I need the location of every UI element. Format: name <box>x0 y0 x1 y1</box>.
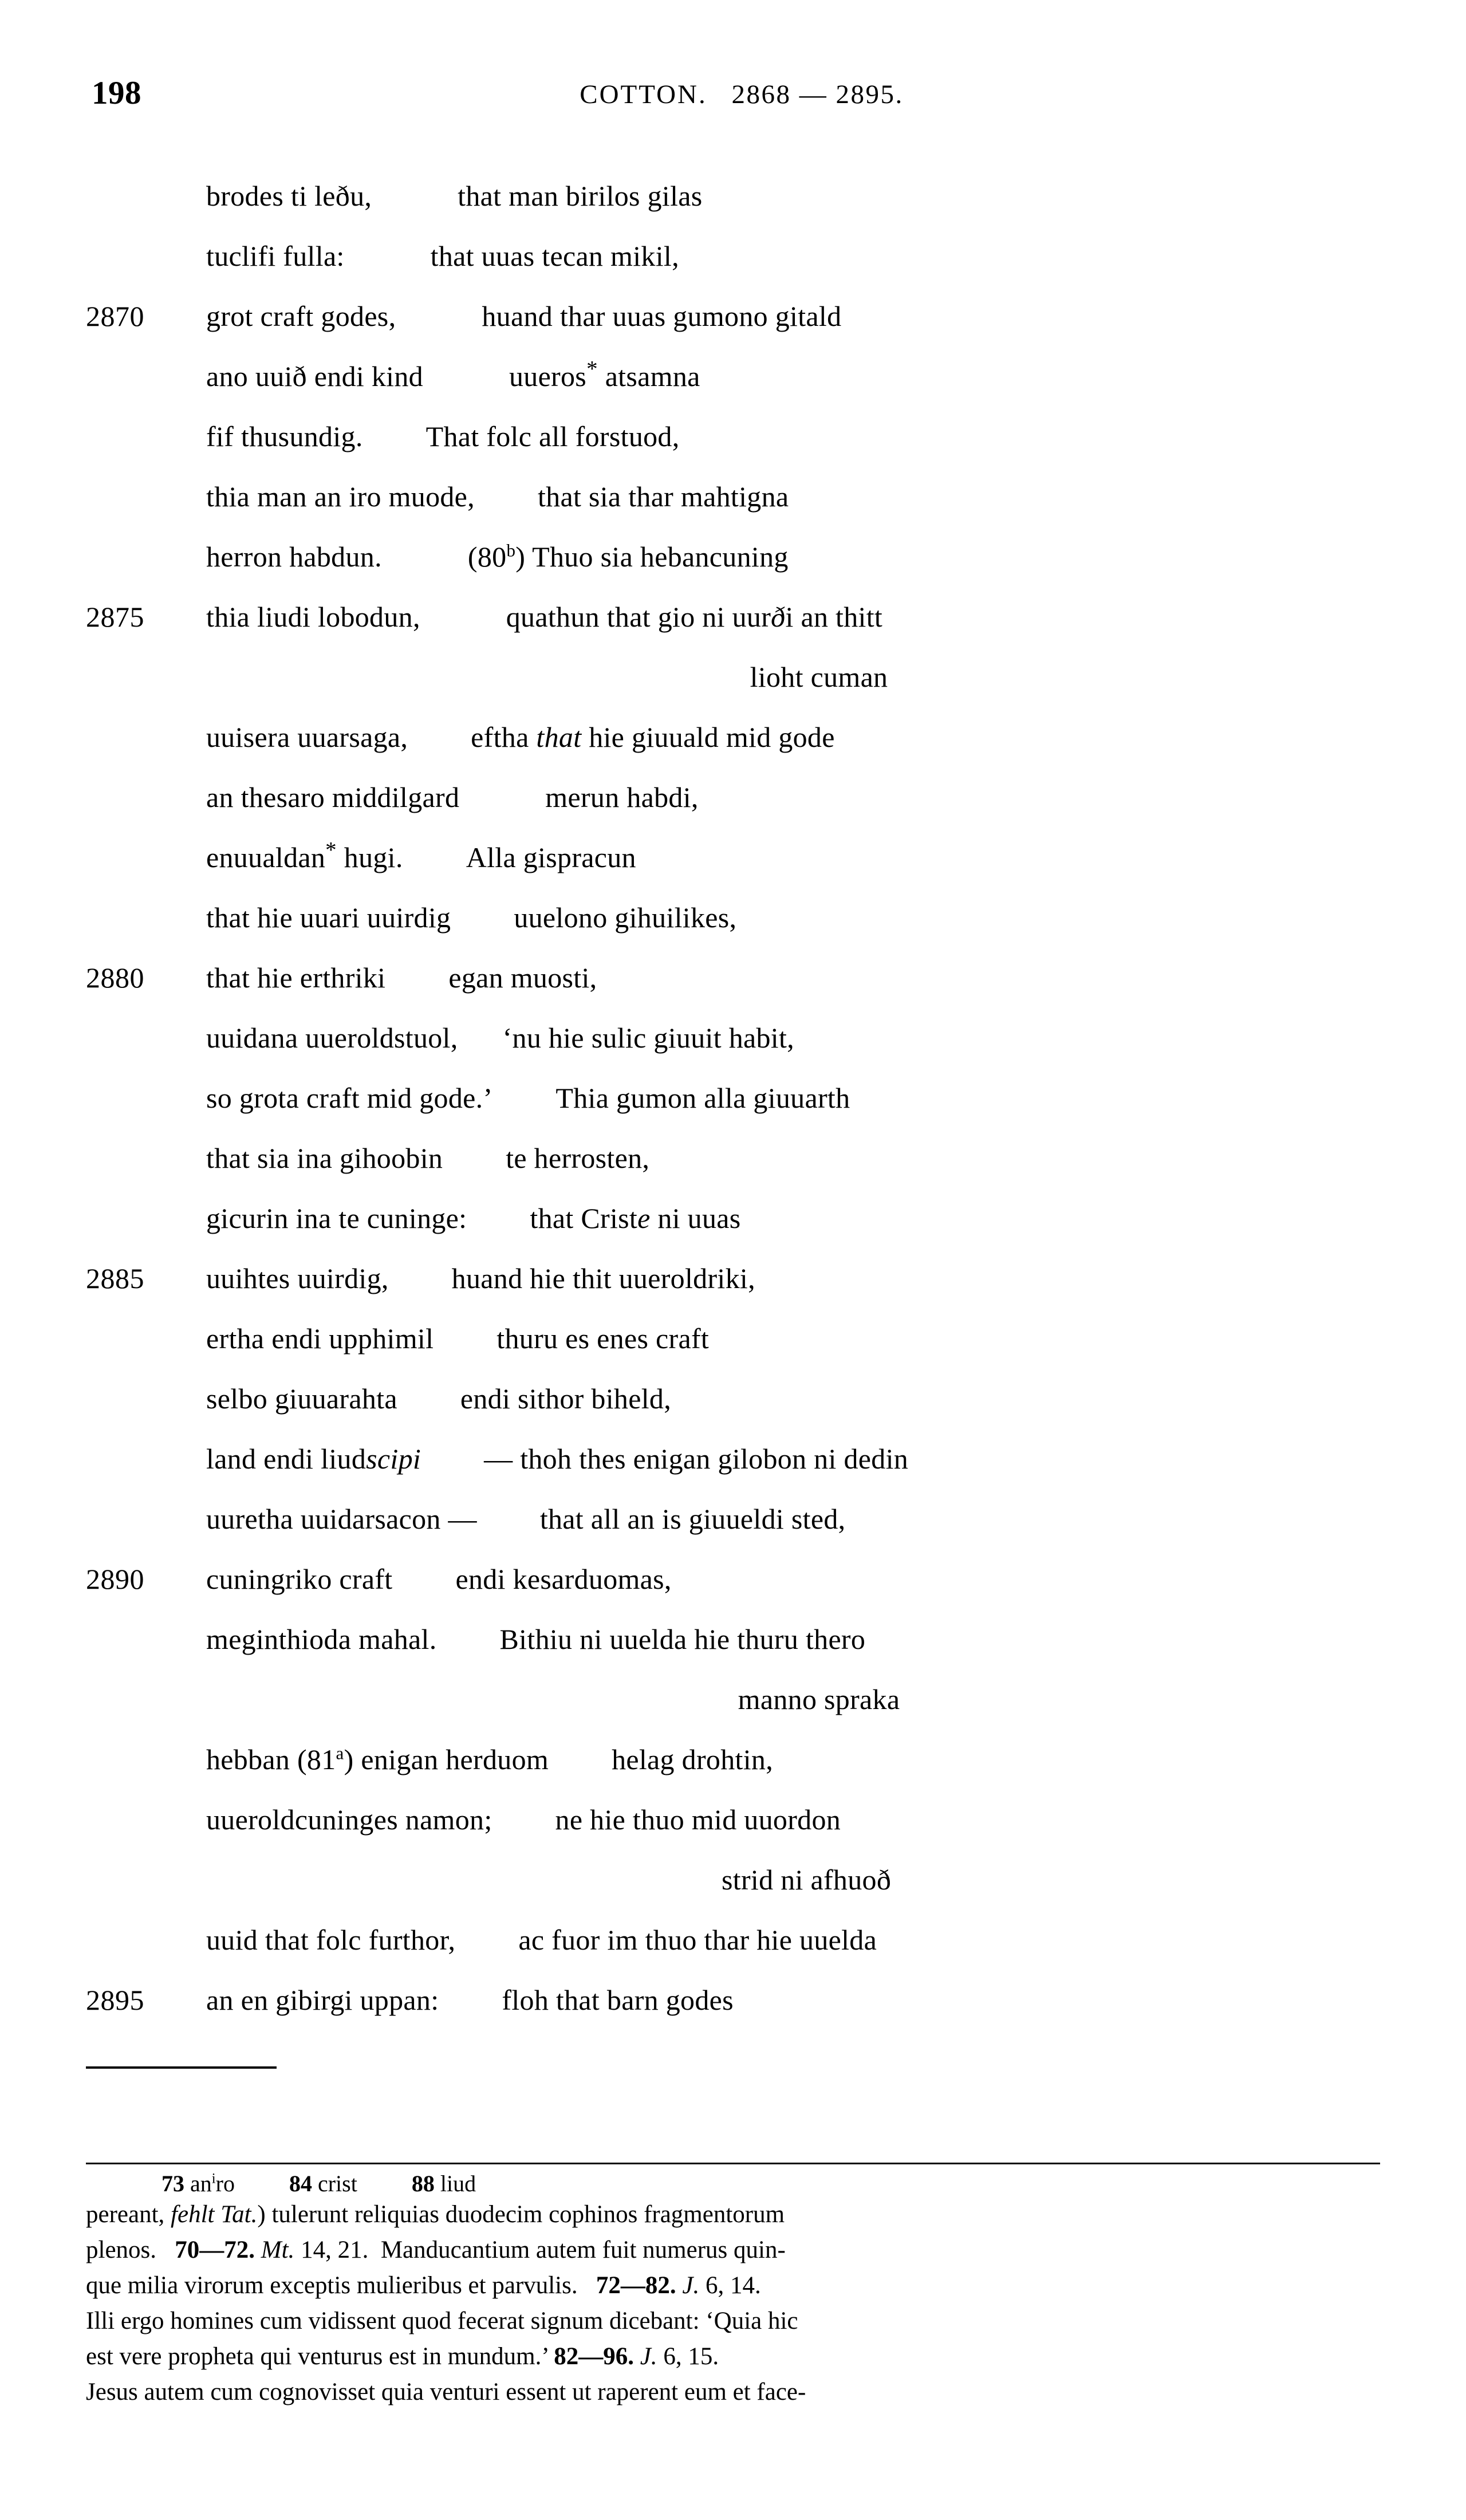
verse-text-run: Alla gispracun <box>466 841 636 873</box>
verse-line-text <box>206 407 680 467</box>
verse-text-run: that all an is giuueldi sted, <box>539 1503 846 1535</box>
verse-text-run: ‘nu hie sulic giuuit habit, <box>502 1022 794 1054</box>
verse-line-text <box>206 1489 845 1549</box>
verse-text-run: floh that barn godes <box>502 1984 734 2016</box>
apparatus-reading-tail: ro <box>215 2171 235 2196</box>
footnote-asterisk: * <box>586 356 598 381</box>
verse-line-text <box>206 1429 908 1489</box>
verse-line-text <box>206 1970 734 2030</box>
verse-line-text <box>206 1008 794 1068</box>
note-italic-run: fehlt Tat. <box>171 2201 258 2228</box>
note-text-run <box>255 2236 261 2263</box>
note-text-run: Jesus autem cum cognovisset quia venturi essent ut raperent eum et face- <box>86 2379 806 2405</box>
apparatus-entries <box>161 2167 1466 2200</box>
verse-text-run: that Crist <box>530 1202 638 1234</box>
verse-text-run: tuclifi fulla: <box>206 240 345 272</box>
verse-text-run: egan muosti, <box>448 962 597 994</box>
note-text-run: ) tulerunt reliquias duodecim cophinos fragmentorum <box>257 2201 785 2228</box>
verse-text-run: uuidana uueroldstuol, <box>206 1022 458 1054</box>
verse-line <box>0 1970 1466 2030</box>
apparatus-space <box>435 2171 440 2196</box>
note-italic-run: J. <box>640 2343 657 2370</box>
verse-line <box>0 767 1466 828</box>
verse-line-text <box>206 1188 741 1249</box>
verse-text-run: that sia thar mahtigna <box>537 481 789 513</box>
verse-line <box>0 286 1466 346</box>
verse-line <box>0 1670 1466 1730</box>
verse-line-number: 2880 <box>86 962 144 994</box>
verse-text-run: ac fuor im thuo thar hie uuelda <box>518 1924 877 1956</box>
verse-line <box>0 226 1466 286</box>
verse-line <box>0 1309 1466 1369</box>
verse-text-run: that uuas tecan mikil, <box>430 240 679 272</box>
emended-italic-text: scipi <box>366 1443 421 1475</box>
verse-line-text <box>206 166 703 226</box>
verse-text-run: uuihtes uuirdig, <box>206 1262 389 1294</box>
running-head <box>0 73 1466 113</box>
apparatus-line-ref: 88 <box>411 2171 435 2196</box>
verse-text-run: that sia ina gihoobin <box>206 1142 443 1174</box>
apparatus-entry <box>161 2171 235 2196</box>
note-text-run: 6, 14. <box>699 2272 761 2299</box>
verse-text-run: ) enigan herduom <box>344 1743 549 1775</box>
apparatus-space <box>184 2171 190 2196</box>
note-text-run <box>634 2343 640 2370</box>
verse-line-text <box>206 1309 709 1369</box>
note-line <box>86 2268 1386 2304</box>
verse-text-run: meginthioda mahal. <box>206 1623 437 1655</box>
verse-text-run: ) Thuo sia hebancuning <box>515 541 789 573</box>
verse-text-run: (80 <box>467 541 507 573</box>
note-text-run <box>156 2236 175 2263</box>
verse-text-run: helag drohtin, <box>612 1743 773 1775</box>
folio-superscript: b <box>506 540 516 561</box>
verse-line-number: 2885 <box>86 1262 144 1294</box>
verse-text-run: that man birilos gilas <box>458 180 703 212</box>
note-text-run <box>676 2272 683 2299</box>
verse-text-run: huand thar uuas gumono gitald <box>482 300 842 332</box>
note-italic-run: Mt. <box>261 2236 295 2263</box>
apparatus-line-ref: 84 <box>289 2171 312 2196</box>
note-text-run: est vere propheta qui venturus est in mundum.’ <box>86 2343 548 2370</box>
verse-text-run: hugi. <box>336 841 403 873</box>
verse-line-text <box>206 1549 672 1609</box>
verse-line <box>0 1549 1466 1609</box>
verse-text-run: uuid that folc furthor, <box>206 1924 456 1956</box>
note-text-run: 6, 15. <box>657 2343 719 2370</box>
verse-text-run: thuru es enes craft <box>496 1322 710 1354</box>
verse-text-run: land endi liud <box>206 1443 366 1475</box>
verse-line <box>0 587 1466 647</box>
apparatus-space <box>312 2171 318 2196</box>
apparatus-divider-rule <box>86 2066 277 2069</box>
latin-source-notes <box>86 2197 1386 2410</box>
note-line-reference: 72—82. <box>596 2272 676 2299</box>
verse-body <box>0 166 1466 2030</box>
verse-line <box>0 1429 1466 1489</box>
verse-line-text <box>206 767 699 828</box>
verse-text-run: Thia gumon alla giuuarth <box>555 1082 850 1114</box>
verse-line <box>0 527 1466 587</box>
running-head-work-title: COTTON. <box>580 80 707 109</box>
notes-divider-rule <box>86 2163 1380 2164</box>
verse-line-text <box>206 948 597 1008</box>
apparatus-reading: an <box>190 2171 212 2196</box>
folio-superscript: a <box>336 1743 344 1763</box>
note-text-run <box>547 2343 554 2370</box>
verse-text-run: thia liudi lobodun, <box>206 601 420 633</box>
verse-text-run: i an thitt <box>785 601 883 633</box>
verse-line-text <box>722 1850 891 1910</box>
verse-line-text <box>206 1249 755 1309</box>
apparatus-entry <box>412 2171 476 2196</box>
note-text-run: plenos. <box>86 2236 157 2263</box>
verse-line-text <box>206 286 841 346</box>
running-head-line-range: 2868 — 2895. <box>731 80 904 109</box>
note-line <box>86 2304 1386 2339</box>
emended-italic-text: that <box>536 721 582 753</box>
verse-line <box>0 1188 1466 1249</box>
verse-line-number: 2890 <box>86 1563 144 1595</box>
verse-line-number: 2870 <box>86 300 144 332</box>
verse-text-run: cuningriko craft <box>206 1563 393 1595</box>
verse-line-text <box>206 587 882 647</box>
verse-line-text <box>206 707 835 767</box>
verse-line <box>0 948 1466 1008</box>
verse-line <box>0 1489 1466 1549</box>
verse-text-run: endi sithor biheld, <box>460 1383 672 1415</box>
verse-line <box>0 707 1466 767</box>
verse-line-text <box>206 888 736 948</box>
verse-text-run: eftha <box>471 721 537 753</box>
note-text-run <box>578 2272 596 2299</box>
apparatus-reading: liud <box>440 2171 476 2196</box>
verse-line-text <box>206 527 789 587</box>
verse-text-run: herron habdun. <box>206 541 382 573</box>
verse-text-run: That folc all forstuod, <box>425 420 680 452</box>
verse-text-run: that hie erthriki <box>206 962 386 994</box>
verse-line-text <box>206 1068 850 1128</box>
verse-line <box>0 346 1466 407</box>
verse-line <box>0 166 1466 226</box>
verse-line <box>0 1730 1466 1790</box>
verse-line <box>0 1790 1466 1850</box>
verse-line-text <box>206 346 700 407</box>
verse-text-run: uuretha uuidarsacon — <box>206 1503 477 1535</box>
verse-line-text <box>206 1369 671 1429</box>
verse-line-text <box>206 1128 649 1188</box>
verse-line <box>0 828 1466 888</box>
page-number: 198 <box>92 75 141 111</box>
verse-text-run: atsamna <box>597 360 700 392</box>
verse-text-run: ertha endi upphimil <box>206 1322 434 1354</box>
note-line <box>86 2375 1386 2410</box>
verse-line <box>0 647 1466 707</box>
verse-line <box>0 1369 1466 1429</box>
verse-text-run: ne hie thuo mid uuordon <box>555 1804 841 1836</box>
verse-text-run: Bithiu ni uuelda hie thuru thero <box>499 1623 866 1655</box>
verse-line <box>0 1249 1466 1309</box>
verse-text-run: uuelono gihuilikes, <box>514 901 737 934</box>
note-text-run: pereant, <box>86 2201 171 2228</box>
note-line <box>86 2197 1386 2232</box>
verse-line-text <box>0 647 1466 707</box>
verse-text-run: hie giuuald mid gode <box>581 721 835 753</box>
verse-line-text <box>206 828 636 888</box>
emended-italic-text: e <box>637 1202 651 1234</box>
verse-text-run: an thesaro middilgard <box>206 781 460 813</box>
note-text-run: Manducantium autem fuit numerus quin- <box>368 2236 786 2263</box>
verse-line-text <box>206 1910 877 1970</box>
verse-text-run: that hie uuari uuirdig <box>206 901 451 934</box>
footnote-asterisk: * <box>325 837 337 863</box>
verse-text-run: — thoh thes enigan gilobon ni dedin <box>484 1443 909 1475</box>
verse-text-run: ni uuas <box>650 1202 741 1234</box>
verse-text-run: endi kesarduomas, <box>455 1563 672 1595</box>
verse-line <box>0 888 1466 948</box>
verse-line <box>0 1008 1466 1068</box>
verse-line <box>0 1609 1466 1670</box>
note-text-run: 14, 21. <box>294 2236 369 2263</box>
verse-line-number: 2875 <box>86 601 144 633</box>
verse-text-run: strid ni afhuoð <box>722 1864 892 1896</box>
verse-text-run: te herrosten, <box>506 1142 650 1174</box>
verse-line-text <box>206 1609 865 1670</box>
running-head-title <box>0 77 1466 112</box>
verse-line-text <box>0 1670 1466 1730</box>
verse-line <box>0 1128 1466 1188</box>
verse-text-run: enuualdan <box>206 841 326 873</box>
verse-line-text <box>206 1730 773 1790</box>
verse-line <box>0 1910 1466 1970</box>
verse-text-run: hebban (81 <box>206 1743 336 1775</box>
verse-line <box>0 1068 1466 1128</box>
verse-text-run: selbo giuuarahta <box>206 1383 397 1415</box>
verse-line <box>0 1850 1466 1910</box>
verse-text-run: fif thusundig. <box>206 420 363 452</box>
verse-line-text <box>206 1790 841 1850</box>
verse-text-run: quathun that gio ni uur <box>506 601 771 633</box>
verse-text-run: manno spraka <box>738 1683 900 1715</box>
note-text-run: Illi ergo homines cum vidissent quod fecerat signum dicebant: ‘Quia hic <box>86 2308 798 2334</box>
verse-text-run: grot craft godes, <box>206 300 396 332</box>
note-line <box>86 2339 1386 2375</box>
verse-text-run: brodes ti leðu, <box>206 180 372 212</box>
verse-line <box>0 407 1466 467</box>
verse-text-run: merun habdi, <box>545 781 699 813</box>
verse-text-run: an en gibirgi uppan: <box>206 1984 439 2016</box>
verse-line-text <box>206 467 789 527</box>
verse-line-number: 2895 <box>86 1984 144 2016</box>
verse-text-run: lioht cuman <box>750 661 888 693</box>
apparatus-superscript: i <box>211 2171 216 2187</box>
verse-text-run: uueroldcuninges namon; <box>206 1804 492 1836</box>
note-line <box>86 2232 1386 2268</box>
verse-text-run: huand hie thit uueroldriki, <box>451 1262 755 1294</box>
verse-text-run: uuisera uuarsaga, <box>206 721 408 753</box>
verse-line-text <box>206 226 679 286</box>
verse-text-run: thia man an iro muode, <box>206 481 475 513</box>
verse-text-run: ano uuið endi kind <box>206 360 423 392</box>
verse-text-run: so grota craft mid gode.’ <box>206 1082 493 1114</box>
apparatus-line-ref: 73 <box>161 2171 184 2196</box>
note-line-reference: 82—96. <box>554 2343 634 2370</box>
verse-text-run: gicurin ina te cuninge: <box>206 1202 467 1234</box>
emended-italic-text: ð <box>771 601 786 633</box>
note-italic-run: J. <box>682 2272 700 2299</box>
note-line-reference: 70—72. <box>175 2236 255 2263</box>
apparatus-reading: crist <box>317 2171 357 2196</box>
note-text-run: que milia virorum exceptis mulieribus et parvulis. <box>86 2272 578 2299</box>
verse-line <box>0 467 1466 527</box>
verse-text-run: uueros <box>509 360 587 392</box>
apparatus-entry <box>289 2171 357 2196</box>
